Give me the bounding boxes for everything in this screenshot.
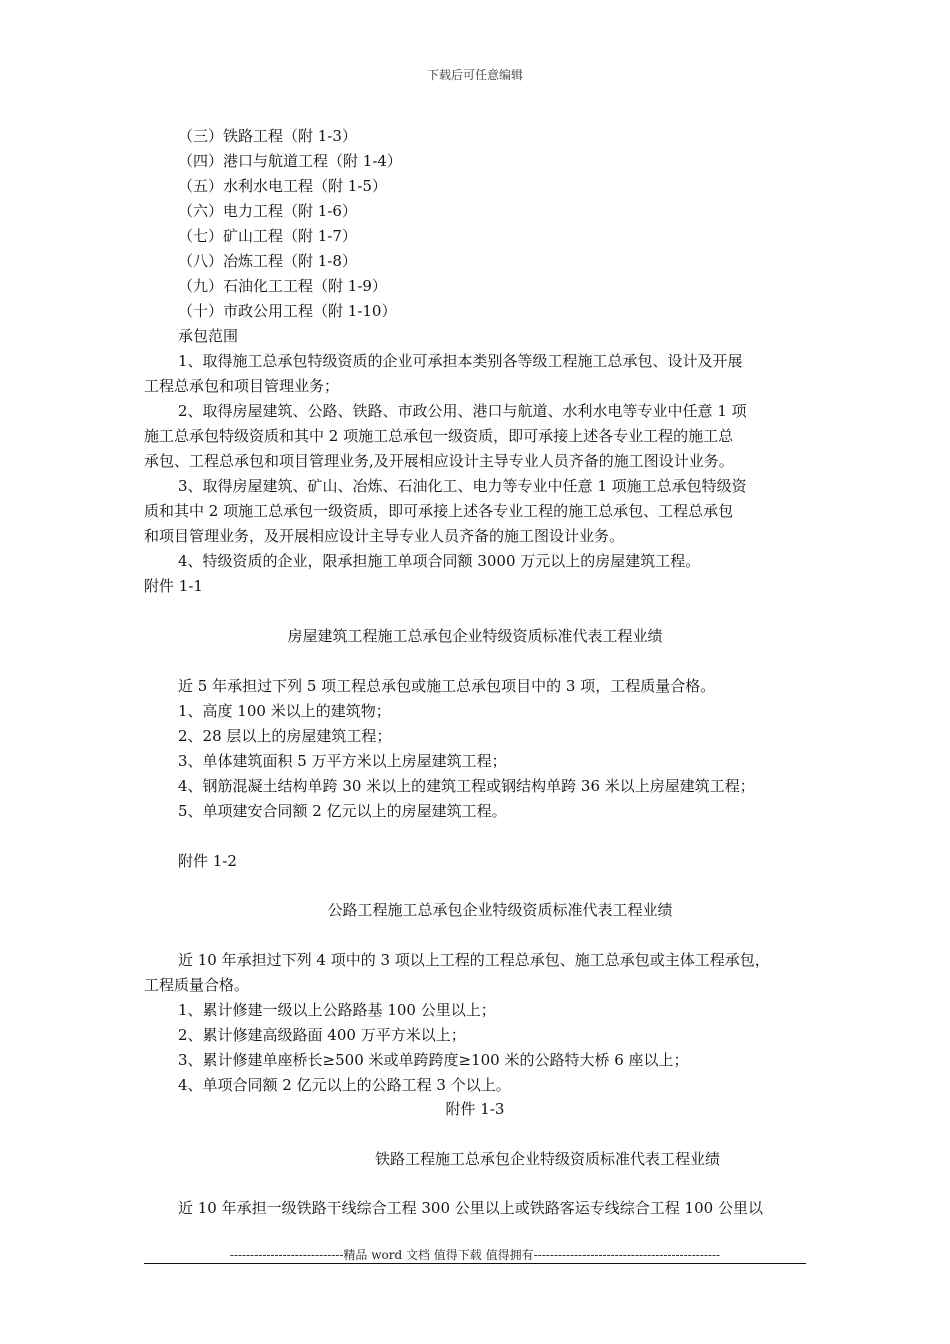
page-footer: ----------------------------精品 word 文档 值得下载 值得拥有---------------------------------------------- bbox=[229, 1248, 721, 1262]
attachment-title: 铁路工程施工总承包企业特级资质标准代表工程业绩 bbox=[375, 1150, 721, 1168]
attachment-item: 4、单项合同额 2 亿元以上的公路工程 3 个以上。 bbox=[178, 1076, 511, 1094]
attachment-intro: 近 10 年承担一级铁路干线综合工程 300 公里以上或铁路客运专线综合工程 100 公里以 bbox=[178, 1199, 763, 1217]
attachment-label: 附件 1-1 bbox=[144, 577, 203, 595]
list-item: （八）冶炼工程（附 1-8） bbox=[178, 252, 357, 270]
list-item: （十）市政公用工程（附 1-10） bbox=[178, 302, 397, 320]
attachment-label: 附件 1-3 bbox=[445, 1100, 505, 1118]
attachment-item: 3、累计修建单座桥长≥500 米或单跨跨度≥100 米的公路特大桥 6 座以上； bbox=[178, 1051, 689, 1069]
scope-paragraph-line: 施工总承包特级资质和其中 2 项施工总承包一级资质，即可承接上述各专业工程的施工总 bbox=[144, 427, 734, 445]
attachment-intro: 近 5 年承担过下列 5 项工程总承包或施工总承包项目中的 3 项，工程质量合格。 bbox=[178, 677, 716, 695]
scope-paragraph-line: 承包、工程总承包和项目管理业务,及开展相应设计主导专业人员齐备的施工图设计业务。 bbox=[144, 452, 734, 470]
scope-paragraph-line: 和项目管理业务，及开展相应设计主导专业人员齐备的施工图设计业务。 bbox=[144, 527, 625, 545]
scope-paragraph-line: 1、取得施工总承包特级资质的企业可承担本类别各等级工程施工总承包、设计及开展 bbox=[178, 352, 743, 370]
list-item: （五）水利水电工程（附 1-5） bbox=[178, 177, 387, 195]
scope-paragraph-line: 4、特级资质的企业，限承担施工单项合同额 3000 万元以上的房屋建筑工程。 bbox=[178, 552, 701, 570]
attachment-intro: 近 10 年承担过下列 4 项中的 3 项以上工程的工程总承包、施工总承包或主体工程承包， bbox=[178, 951, 770, 969]
page-header: 下载后可任意编辑 bbox=[426, 68, 523, 82]
scope-paragraph-line: 工程总承包和项目管理业务； bbox=[144, 377, 340, 395]
attachment-intro: 工程质量合格。 bbox=[144, 976, 250, 994]
list-item: （七）矿山工程（附 1-7） bbox=[178, 227, 357, 245]
scope-paragraph-line: 3、取得房屋建筑、矿山、冶炼、石油化工、电力等专业中任意 1 项施工总承包特级资 bbox=[178, 477, 747, 495]
list-item: （三）铁路工程（附 1-3） bbox=[178, 127, 357, 145]
list-item: （四）港口与航道工程（附 1-4） bbox=[178, 152, 402, 170]
attachment-item: 4、钢筋混凝土结构单跨 30 米以上的建筑工程或钢结构单跨 36 米以上房屋建筑工程； bbox=[178, 777, 755, 795]
attachment-item: 5、单项建安合同额 2 亿元以上的房屋建筑工程。 bbox=[178, 802, 507, 820]
attachment-item: 1、累计修建一级以上公路路基 100 公里以上； bbox=[178, 1001, 496, 1019]
attachment-item: 1、高度 100 米以上的建筑物； bbox=[178, 702, 391, 720]
attachment-title: 公路工程施工总承包企业特级资质标准代表工程业绩 bbox=[327, 901, 673, 919]
list-item: （六）电力工程（附 1-6） bbox=[178, 202, 357, 220]
scope-paragraph-line: 2、取得房屋建筑、公路、铁路、市政公用、港口与航道、水利水电等专业中任意 1 项 bbox=[178, 402, 747, 420]
scope-paragraph-line: 质和其中 2 项施工总承包一级资质，即可承接上述各专业工程的施工总承包、工程总承包 bbox=[144, 502, 734, 520]
attachment-label: 附件 1-2 bbox=[178, 852, 237, 870]
list-item: （九）石油化工工程（附 1-9） bbox=[178, 277, 387, 295]
attachment-item: 2、累计修建高级路面 400 万平方米以上； bbox=[178, 1026, 466, 1044]
attachment-title: 房屋建筑工程施工总承包企业特级资质标准代表工程业绩 bbox=[287, 627, 663, 645]
attachment-item: 3、单体建筑面积 5 万平方米以上房屋建筑工程； bbox=[178, 752, 507, 770]
footer-rule bbox=[144, 1263, 806, 1264]
attachment-item: 2、28 层以上的房屋建筑工程； bbox=[178, 727, 392, 745]
scope-title: 承包范围 bbox=[178, 327, 239, 345]
